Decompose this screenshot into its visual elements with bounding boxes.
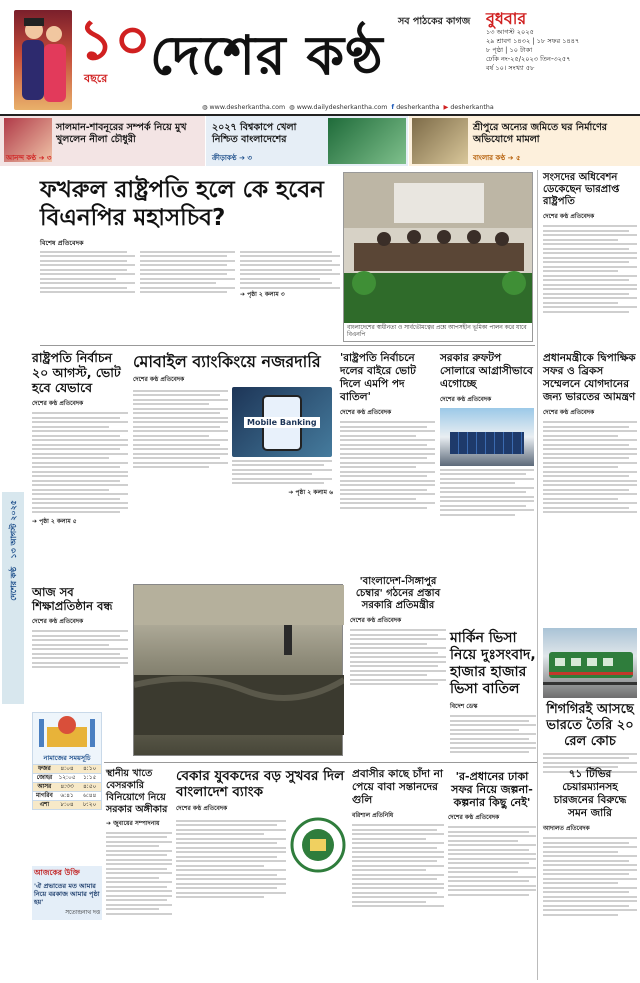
lead-photo-caption: বাংলাদেশের স্বাধীনতা ও সার্বভৌমত্বের প্রশ্নে আপসহীন ভূমিকা পালন করে যাবে বিএনপি (347, 325, 527, 338)
date-english: ১৩ আগস্ট ২০২৫ (486, 28, 534, 36)
story-body (106, 832, 172, 915)
story-headline: আজ সব শিক্ষাপ্রতিষ্ঠান বন্ধ (32, 585, 113, 613)
story-headline: 'বাংলাদেশ-সিঙ্গাপুর চেম্বার' গঠনের প্রস্তাব সরকারি প্রতিমন্ত্রীর (355, 576, 441, 611)
prayer-cell: ৬:৪৪ (83, 793, 97, 799)
story-body (450, 715, 536, 753)
story-india-invite[interactable] (543, 352, 637, 516)
story-byline: দেশের কণ্ঠ প্রতিবেদক (340, 409, 392, 416)
story-headline: সরকার রুফটপ সোলারে আগ্রাসীভাবে এগোচ্ছে (440, 352, 533, 390)
mosque-icon (33, 713, 101, 749)
story-headline: শিগগিরই আসছে ভারতে তৈরি ২০ রেল কোচ (546, 702, 634, 749)
story-bd-singapore[interactable] (350, 576, 446, 688)
website-link[interactable]: www.desherkantha.com (209, 104, 286, 111)
promo-tag: ক্রীড়াকণ্ঠ ➔ ৩ (212, 154, 252, 162)
youtube-icon: ▶ (443, 104, 449, 111)
story-body (440, 469, 534, 516)
quote-text: 'ঐ প্রভাতের মত আমার নিয়ে বরকাজ আমার পৃষ্ঠা হয়' (34, 882, 100, 906)
story-body (32, 412, 128, 513)
tagline: সব পাঠকের কাগজ (398, 16, 471, 27)
mobile-banking-photo (232, 387, 332, 457)
story-body (176, 817, 286, 901)
story-byline: বরিশাল প্রতিনিধি (352, 812, 394, 819)
story-byline: দেশের কণ্ঠ প্রতিবেদক (440, 396, 492, 403)
promo-title: শ্রীপুরে অন্যের জমিতে ঘর নির্মাণের অভিযোগে মামলা (473, 122, 608, 145)
train-icon (543, 628, 637, 698)
prayer-row (33, 764, 101, 773)
story-mp-vote[interactable] (340, 352, 435, 511)
story-body (340, 421, 435, 509)
page-price: ৮ পৃষ্ঠা | ১০ টাকা (486, 46, 533, 54)
globe-icon: ◍ (202, 104, 208, 111)
promo-photo (328, 118, 406, 164)
story-raw-chief[interactable] (448, 770, 536, 898)
story-byline: দেশের কণ্ঠ প্রতিবেদক (543, 409, 595, 416)
solar-panel-photo (440, 408, 534, 466)
masthead (0, 0, 640, 116)
prayer-title: নামাজের সময়সূচি (43, 754, 91, 762)
story-body (543, 421, 637, 513)
story-us-visa[interactable] (450, 630, 536, 756)
story-expatriate[interactable] (352, 768, 444, 910)
story-schools-closed[interactable] (32, 585, 128, 671)
prayer-cell: ১২:০৫ (58, 775, 76, 781)
prayer-times-box (32, 712, 102, 810)
promo-country[interactable] (409, 116, 640, 166)
story-body (352, 824, 444, 907)
story-body (543, 225, 637, 313)
story-headline: 'রাষ্ট্রপতি নির্বাচনে দলের বাইরে ভোট দিলে এমপি পদ বাতিল' (340, 352, 416, 403)
anniversary-word: বছরে (84, 72, 108, 85)
epaper-link[interactable]: www.dailydesherkantha.com (296, 104, 388, 111)
prayer-cell: ৬:৪১ (60, 793, 74, 799)
prayer-cell: ৪:০৪ (60, 766, 74, 772)
web-links (202, 104, 494, 111)
prayer-row (33, 800, 101, 809)
globe-icon: ◍ (289, 104, 295, 111)
side-strip-date: ১৩ আগস্ট ২০২৫ (8, 500, 18, 559)
column-divider (537, 170, 538, 980)
story-byline: দেশের কণ্ঠ প্রতিবেদক (32, 400, 84, 407)
story-headline: প্রবাসীর কাছে চাঁদা না পেয়ে বাবা সন্তানদের গুলি (352, 768, 443, 806)
story-headline: 'র-প্রধানের ঢাকা সফর নিয়ে জল্পনা-কল্পনার কিছু নেই' (451, 770, 533, 809)
story-headline: প্রধানমন্ত্রীকে দ্বিপাক্ষিক সফর ও ব্রিকস সম্মেলনে যোগদানের জন্য ভারতের আমন্ত্রণ (543, 352, 636, 403)
story-byline: দেশের কণ্ঠ প্রতিবেদক (176, 805, 228, 812)
story-byline: দেশের কণ্ঠ প্রতিবেদক (133, 376, 185, 383)
story-headline: স্থানীয় খাতে বেসরকারি বিনিয়োগে নিয়ে সরকার অঙ্গীকার (106, 768, 168, 815)
prayer-cell: ৪:১০ (83, 766, 97, 772)
story-byline: আদালত প্রতিবেদক (543, 825, 590, 832)
lead-byline: বিশেষ প্রতিবেদক (40, 239, 84, 247)
anniversary-number: ১০ (78, 7, 151, 73)
promo-sports[interactable] (206, 116, 408, 166)
side-strip-title: দেশের কণ্ঠ (8, 566, 18, 601)
prayer-row (33, 791, 101, 800)
promo-title: সালমান-শাবনূরের সম্পর্ক নিয়ে মুখ খুললেন নীলা চৌধুরী (56, 122, 187, 145)
anniversary-photo (14, 10, 72, 110)
youtube-link[interactable]: desherkantha (450, 104, 494, 111)
press-conference-photo-icon (344, 173, 533, 323)
lead-body-col-1 (40, 248, 135, 296)
lead-headline[interactable]: ফখরুল রাষ্ট্রপতি হলে কে হবেন বিএনপির মহাসচিব? (40, 177, 324, 231)
story-headline: বেকার যুবকদের বড় সুখবর দিল বাংলাদেশ ব্যাংক (176, 768, 345, 800)
prayer-cell: ৪:৩৩ (60, 784, 74, 790)
prayer-cell: ৮:০৪ (60, 802, 74, 808)
side-strip (2, 492, 24, 704)
rail-coach-photo (543, 628, 637, 698)
story-byline: দেশের কণ্ঠ প্রতিবেদক (350, 617, 402, 624)
prayer-cell: মাগরিব (35, 793, 53, 799)
facebook-icon: f (391, 104, 395, 111)
quote-author: সত্যেন্দ্রনাথ দত্ত (65, 910, 100, 916)
solar-panel-icon (450, 432, 524, 454)
story-local-investment[interactable] (106, 768, 172, 917)
prayer-cell: ৪:৫০ (83, 784, 97, 790)
promo-title: ২০২৭ বিশ্বকাপে খেলা নিশ্চিত বাংলাদেশের (212, 122, 297, 145)
section-rule (40, 345, 535, 346)
lead-continue[interactable]: ➔ পৃষ্ঠা ২ কলাম ৩ (240, 291, 285, 298)
promo-tag: আনন্দ কণ্ঠ ➔ ৩ (6, 154, 52, 162)
story-rooftop-solar[interactable] (440, 352, 534, 518)
prayer-cell: জোহর (36, 775, 53, 781)
quote-box (32, 866, 102, 920)
story-byline: ➔ জুবায়ের সম্পাদনায় (106, 820, 160, 827)
story-continue[interactable]: ➔ পৃষ্ঠা ২ কলাম ৬ (288, 488, 333, 496)
story-byline: দেশের কণ্ঠ প্রতিবেদক (543, 213, 595, 220)
prayer-cell: ফজর (38, 766, 51, 772)
prayer-row (33, 773, 101, 782)
story-71tv-summons[interactable] (543, 768, 637, 918)
bangladesh-bank-logo-icon (290, 817, 346, 873)
story-body (133, 387, 228, 487)
story-byline: বিদেশ ডেস্ক (450, 703, 478, 710)
prayer-cell: এশা (39, 802, 50, 808)
lead-body-col-2 (140, 248, 235, 296)
story-body (232, 460, 332, 485)
drainage-photo-icon (134, 585, 344, 757)
weekday: বুধবার (486, 9, 527, 28)
prayer-table (33, 764, 101, 809)
story-headline: মোবাইল ব্যাংকিংয়ে নজরদারি (133, 352, 321, 371)
newspaper-logo[interactable]: দেশের কণ্ঠ (150, 23, 384, 87)
section-rule (104, 762, 537, 763)
prayer-cell: ১:১৫ (83, 775, 97, 781)
promo-bar (0, 116, 640, 166)
story-body (543, 837, 637, 916)
promo-photo (412, 118, 468, 164)
story-rail-coach[interactable] (543, 702, 637, 775)
story-president-election[interactable] (32, 350, 128, 527)
couple-illustration-icon (14, 10, 72, 110)
quote-title: আজকের উক্তি (34, 868, 80, 877)
mobile-banking-label: Mobile Banking (244, 417, 320, 428)
issue-number: বর্ষ ১০। সংখ্যা ৫৮ (486, 64, 535, 72)
right-top-story[interactable] (543, 172, 637, 315)
story-byline: দেশের কণ্ঠ প্রতিবেদক (32, 618, 84, 625)
date-bengali: ২৯ শ্রাবণ ১৪৩২ | ১৮ সফর ১৪৪৭ (486, 37, 580, 45)
story-headline: সংসদের অধিবেশন ডেকেছেন ভারপ্রাপ্ত রাষ্ট্রপতি (543, 172, 620, 207)
story-body (448, 826, 536, 896)
story-headline: রাষ্ট্রপতি নির্বাচন ২০ আগস্ট, ভোট হবে যেভাবে (32, 350, 121, 395)
prayer-cell: ৮:২০ (83, 802, 97, 808)
prayer-cell: আসর (37, 784, 52, 790)
story-headline: ৭১ টিভির চেয়ারম্যানসহ চারজনের বিরুদ্ধে সমন জারি (553, 768, 627, 819)
registration-number: ঢেকি নং-২৫/২০২৩ তিন-৩২৫৭ (486, 55, 571, 63)
prayer-row (33, 782, 101, 791)
facebook-link[interactable]: desherkantha (396, 104, 440, 111)
story-body (350, 629, 446, 685)
lead-body-col-3 (240, 248, 340, 299)
promo-entertainment[interactable] (0, 116, 205, 166)
story-mobile-banking[interactable] (133, 352, 333, 498)
drainage-photo (133, 584, 343, 756)
story-body (32, 630, 128, 668)
dateline (486, 10, 636, 73)
story-youth-bank[interactable] (176, 768, 348, 901)
story-continue[interactable]: ➔ পৃষ্ঠা ২ কলাম ৫ (32, 517, 77, 525)
story-byline: দেশের কণ্ঠ প্রতিবেদক (448, 814, 500, 821)
story-headline: মার্কিন ভিসা নিয়ে দুঃসংবাদ, হাজার হাজার ভিসা বাতিল (450, 630, 536, 697)
promo-tag: বাংলার কণ্ঠ ➔ ৫ (473, 154, 521, 162)
lead-photo (343, 172, 533, 342)
